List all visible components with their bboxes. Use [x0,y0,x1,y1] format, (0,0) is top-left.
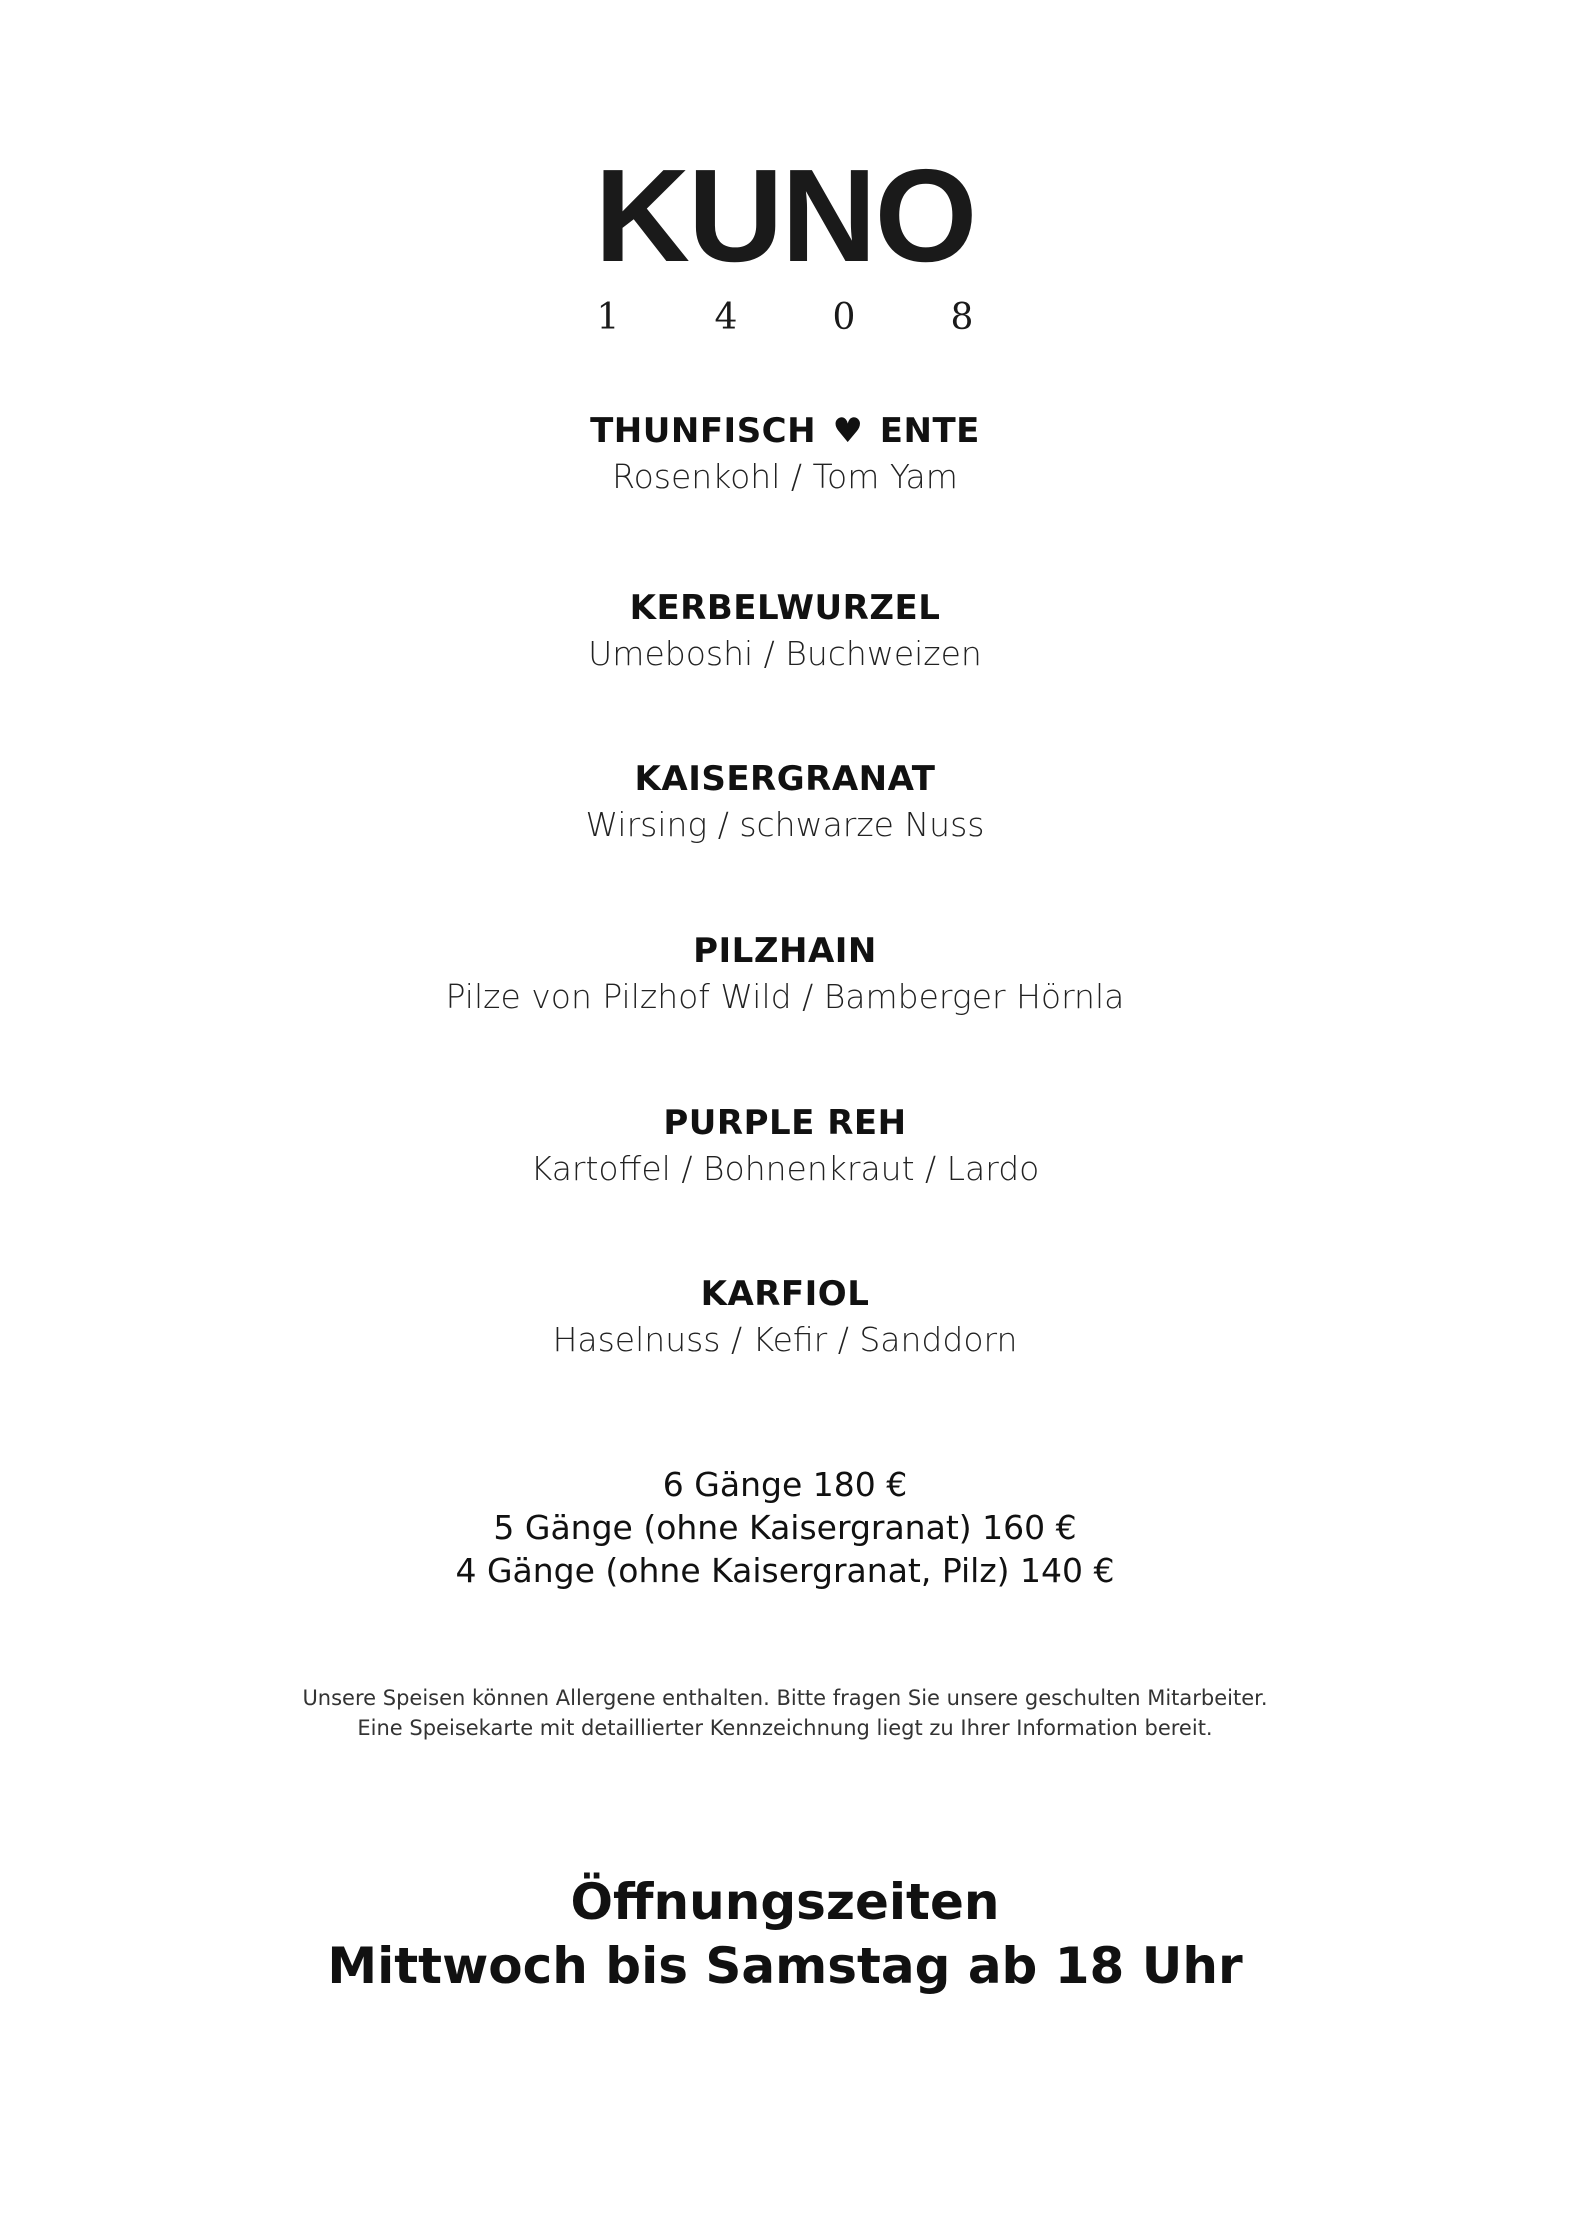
allergen-line: Eine Speisekarte mit detaillierter Kennzeichnung liegt zu Ihrer Information bereit. [357,1716,1213,1740]
menu-course-2 [0,586,1570,676]
course-name: KERBELWURZEL [629,588,941,628]
price-line: 5 Gänge (ohne Kaisergranat) 160 € [493,1508,1077,1547]
course-name [0,409,1570,453]
course-name: PILZHAIN [693,931,877,971]
course-description: Rosenkohl / Tom Yam [612,457,958,496]
course-description: Wirsing / schwarze Nuss [585,805,985,844]
restaurant-logo [0,142,1570,338]
menu-course-3 [0,757,1570,847]
logo-year [0,297,1570,338]
logo-year-digit: 1 [596,297,620,338]
price-line: 4 Gänge (ohne Kaisergranat, Pilz) 140 € [455,1551,1115,1590]
opening-hours-text: Mittwoch bis Samstag ab 18 Uhr [327,1937,1243,1995]
opening-hours-title: Öffnungszeiten [570,1873,1000,1931]
course-description: Umeboshi / Buchweizen [588,634,982,673]
course-description: Haselnuss / Kefir / Sanddorn [552,1320,1018,1359]
logo-year-digit: 8 [950,297,974,338]
course-name: KAISERGRANAT [634,759,936,799]
logo-year-digit: 0 [832,297,856,338]
course-name: PURPLE REH [663,1103,907,1143]
allergen-line: Unsere Speisen können Allergene enthalten. Bitte fragen Sie unsere geschulten Mitarbeiter. [302,1686,1268,1710]
price-line: 6 Gänge 180 € [662,1465,908,1504]
logo-year-digit: 4 [714,297,738,338]
course-name: KARFIOL [700,1274,870,1314]
course-description: Pilze von Pilzhof Wild / Bamberger Hörnla [445,977,1125,1016]
course-name-part: THUNFISCH [590,411,817,451]
course-name-part: ENTE [879,411,980,451]
opening-hours [0,1870,1570,1998]
heart-icon: ♥ [832,411,864,451]
course-description: Kartoffel / Bohnenkraut / Lardo [530,1149,1040,1188]
menu-course-1 [0,409,1570,499]
menu-course-5 [0,1101,1570,1191]
menu-course-4 [0,929,1570,1019]
price-list [0,1463,1570,1592]
allergen-notice [0,1683,1570,1743]
logo-wordmark: KUNO [594,142,976,289]
menu-course-6 [0,1272,1570,1362]
